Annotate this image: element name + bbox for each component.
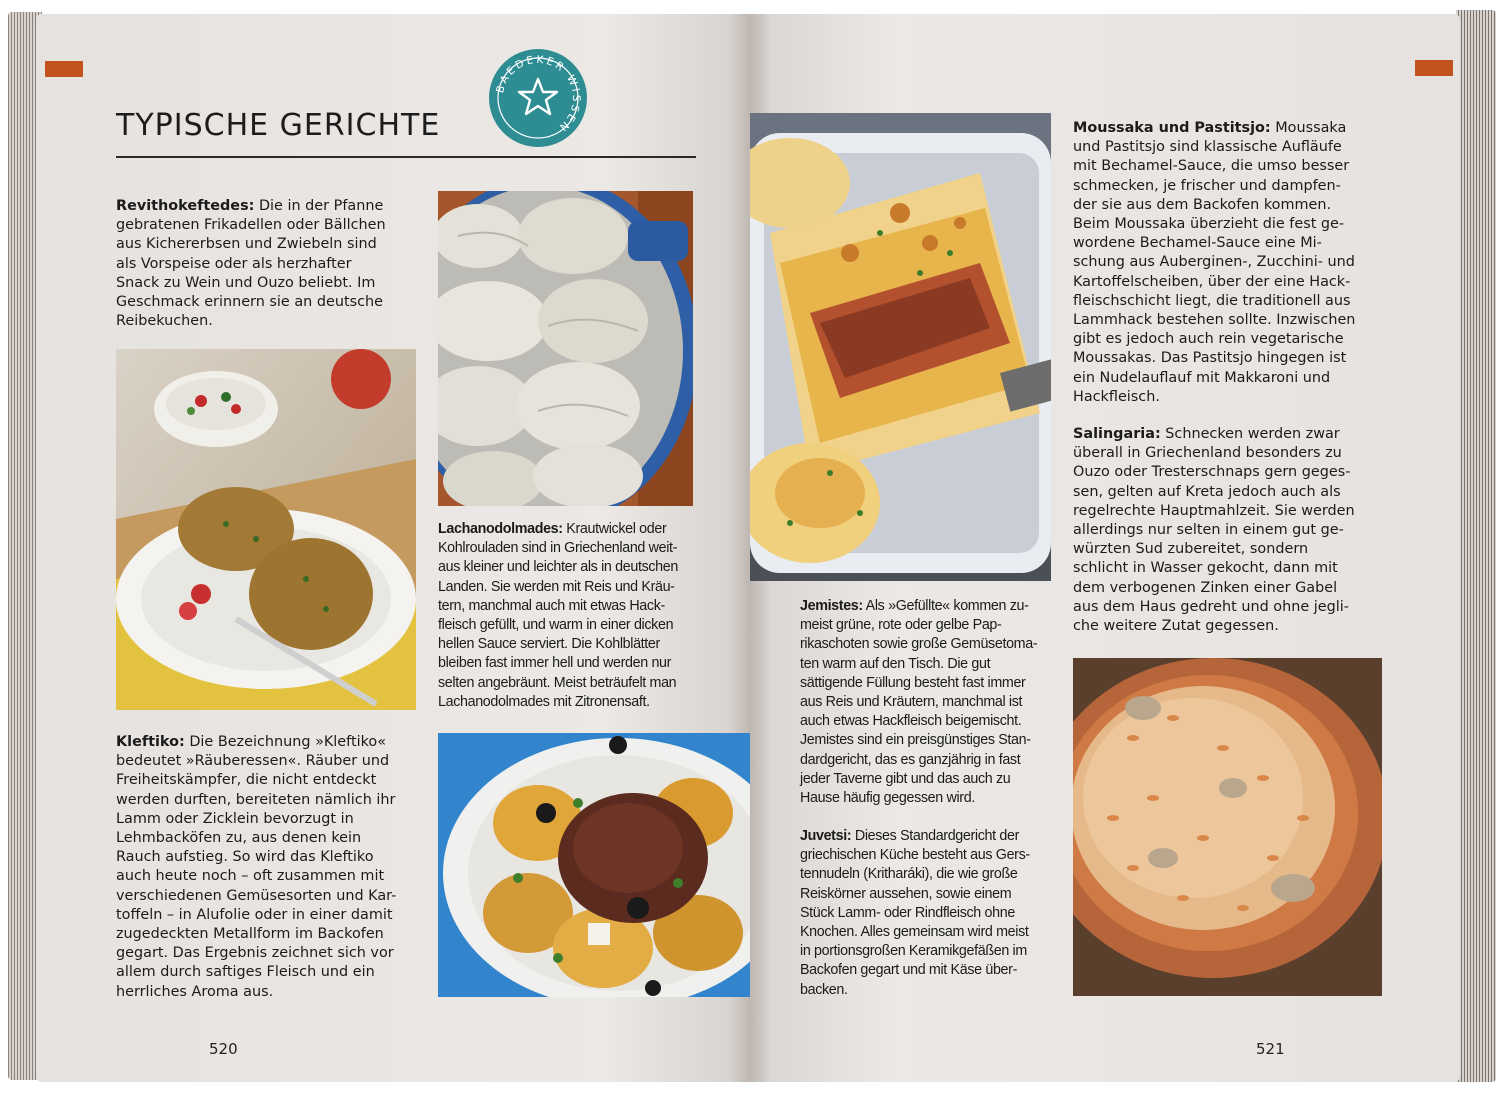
baedeker-wissen-badge [489,49,587,147]
text-line: zugedeckten Metallform im Backofen [116,926,384,943]
salingaria-lead: Salingaria: [1073,426,1161,442]
text-line: meist grüne, rote oder gelbe Pap- [800,617,1002,634]
text-line: Kohlrouladen sind in Griechenland weit- [438,540,678,557]
text-line: aus kleiner und leichter als in deutschen [438,559,678,576]
text-line: der sie aus dem Backofen kommen. [1073,196,1332,213]
text-line: regelrechte Hauptmahlzeit. Sie werden [1073,502,1355,519]
kleftiko-lead: Kleftiko: [116,734,185,750]
text-line: Reiskörner aussehen, sowie einem [800,885,1012,902]
chapter-tab-right [1415,60,1453,76]
text-line: Lamm oder Zicklein bevorzugt in [116,810,354,827]
text-line: wordene Bechamel-Sauce eine Mi- [1073,235,1322,252]
text-line: mit Bechamel-Sauce, die umso besser [1073,158,1350,175]
text-line: Snack zu Wein und Ouzo beliebt. Im [116,274,376,291]
text-line: fleisch gefüllt, und warm in einer dicken [438,617,674,634]
text-line: Geschmack erinnern sie an deutsche [116,294,383,311]
lachanodolmades-text [438,520,698,712]
text-line: aus Kichererbsen und Zwiebeln sind [116,236,377,253]
lachanodolmades-lead: Lachanodolmades: [438,521,563,537]
text-line: Als »Gefüllte« kommen zu- [862,598,1029,614]
jemistes-text [800,597,1060,808]
text-line: Knochen. Alles gemeinsam wird meist [800,924,1029,941]
text-line: aus dem Haus gedreht und ohne jegli- [1073,598,1349,615]
text-line: und Pastitsjo sind klassische Aufläufe [1073,139,1342,156]
text-line: würzten Sud zubereitet, sondern [1073,541,1309,558]
text-line: Stück Lamm- oder Rindfleisch ohne [800,904,1015,921]
text-line: Krautwickel oder [562,521,667,537]
juvetsi-lead: Juvetsi: [800,828,852,844]
text-line: als Vorspeise oder als herzhafter [116,255,352,272]
text-line: schlicht in Wasser gekocht, dann mit [1073,560,1338,577]
jemistes-lead: Jemistes: [800,598,863,614]
text-line: verschiedenen Gemüsesorten und Kar- [116,887,397,904]
text-line: sen, gelten auf Kreta jedoch auch als [1073,483,1341,500]
svg-text:BAEDEKER WISSEN [494,54,582,135]
text-line: dem verbogenen Zinken einer Gabel [1073,579,1338,596]
photo-moussaka [750,113,1051,581]
text-line: toffeln – in Alufolie oder in einer damit [116,906,393,923]
text-line: Rauch aufstieg. So wird das Kleftiko [116,849,374,866]
text-line: Moussakas. Das Pastitsjo hingegen ist [1073,350,1347,367]
text-line: gegart. Das Ergebnis zeichnet sich vor [116,945,394,962]
text-line: Reibekuchen. [116,313,213,330]
text-line: aus Reis und Kräutern, manchmal ist [800,694,1023,711]
text-line: Hause häufig gegessen wird. [800,790,975,807]
star-icon [519,79,557,114]
chapter-tab-left [45,61,83,77]
text-line: ein Nudelauflauf mit Makkaroni und [1073,369,1331,386]
text-line: gebratenen Frikadellen oder Bällchen [116,217,386,234]
text-line: tern, manchmal auch mit etwas Hack- [438,597,665,614]
page-number-left: 520 [209,1040,238,1058]
text-line: in portionsgroßen Keramikgefäßen im [800,943,1027,960]
text-line: Backofen gegart und mit Käse über- [800,962,1017,979]
text-line: bedeutet »Räuberessen«. Räuber und [116,753,390,770]
kleftiko-text [116,733,416,1002]
text-line: bleiben fast immer hell und werden nur [438,655,672,672]
text-line: auch heute noch – oft zusammen mit [116,868,385,885]
text-line: rikaschoten sowie große Gemüsetoma- [800,636,1038,653]
revithokeftedes-lead: Revithokeftedes: [116,198,255,214]
moussaka-text [1073,119,1393,407]
text-line: allerdings nur selten in einem gut ge- [1073,522,1344,539]
text-line: tennudeln (Kritharáki), die wie große [800,866,1018,883]
text-line: Ouzo oder Tresterschnaps gern geges- [1073,464,1351,481]
text-line: auch etwas Hackfleisch beigemischt. [800,713,1022,730]
text-line: hellen Sauce serviert. Die Kohlblätter [438,636,660,653]
text-line: Freiheitskämpfer, die nicht entdeckt [116,772,377,789]
text-line: schung aus Auberginen-, Zucchini- und [1073,254,1355,271]
badge-text: BAEDEKER WISSEN [494,53,583,135]
photo-revithokeftedes [116,349,416,710]
text-line: Die in der Pfanne [254,198,384,214]
text-line: Hackfleisch. [1073,388,1160,405]
text-line: fleischschicht liegt, die traditionell aus [1073,292,1351,309]
text-line: herrliches Aroma aus. [116,983,274,1000]
text-line: Dieses Standardgericht der [851,828,1020,844]
text-line: Lehmbacköfen zu, aus denen kein [116,830,362,847]
text-line: Lachanodolmades mit Zitronensaft. [438,693,650,710]
page-title: TYPISCHE GERICHTE [116,108,441,143]
text-line: gibt es jedoch auch rein vegetarische [1073,331,1344,348]
revithokeftedes-text [116,197,416,331]
text-line: sättigende Füllung besteht fast immer [800,674,1026,691]
photo-juvetsi [1073,658,1382,996]
text-line: werden durften, bereiteten nämlich ihr [116,791,396,808]
text-line: Kartoffelscheiben, über der eine Hack- [1073,273,1351,290]
text-line: Lammhack bestehen sollte. Inzwischen [1073,312,1356,329]
text-line: Landen. Sie werden mit Reis und Kräu- [438,578,675,595]
text-line: Moussaka [1270,120,1347,136]
text-line: ten warm auf den Tisch. Die gut [800,655,991,672]
photo-lachanodolmades [438,191,693,506]
page-number-right: 521 [1256,1040,1285,1058]
text-line: allem durch saftiges Fleisch und ein [116,964,375,981]
text-line: überall in Griechenland besonders zu [1073,445,1342,462]
text-line: griechischen Küche besteht aus Gers- [800,847,1030,864]
moussaka-lead: Moussaka und Pastitsjo: [1073,120,1271,136]
salingaria-text [1073,425,1393,636]
page-edges-right [1456,10,1496,1082]
text-line: backen. [800,981,848,998]
text-line: jeder Taverne gibt und das auch zu [800,770,1011,787]
title-underline [116,156,696,158]
juvetsi-text [800,827,1060,1000]
text-line: Jemistes sind ein preisgünstiges Stan- [800,732,1031,749]
text-line: dardgericht, das es ganzjährig in fast [800,751,1021,768]
text-line: Die Bezeichnung »Kleftiko« [184,734,387,750]
text-line: Beim Moussaka überzieht die fest ge- [1073,216,1345,233]
text-line: selten angebräunt. Meist beträufelt man [438,674,677,691]
text-line: schmecken, je frischer und dampfen- [1073,177,1341,194]
text-line: che weitere Zutat gegessen. [1073,618,1279,635]
text-line: Schnecken werden zwar [1160,426,1340,442]
photo-kleftiko [438,733,750,997]
